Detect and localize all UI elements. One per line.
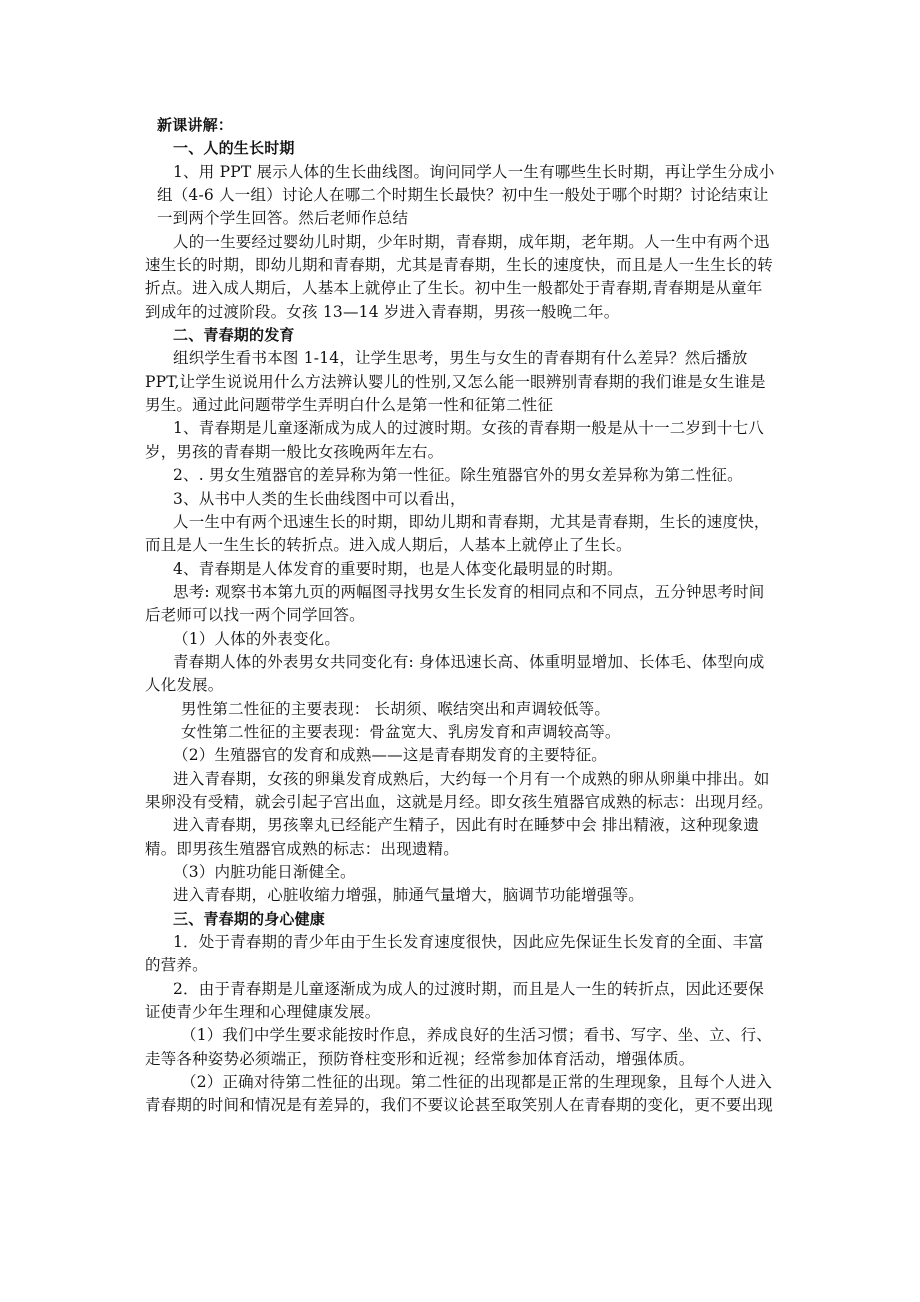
paragraph-line: 一到两个学生回答。然后老师作总结 <box>157 209 409 228</box>
paragraph-line: 人的一生要经过婴幼儿时期，少年时期，青春期，成年期，老年期。人一生中有两个迅 <box>173 232 770 251</box>
paragraph-line: 思考: 观察书本第九页的两幅图寻找男女生长发育的相同点和不同点，五分钟思考时间 <box>173 582 765 601</box>
paragraph-line: （1）人体的外表变化。 <box>173 629 341 648</box>
paragraph-line: 速生长的时期，即幼儿期和青春期，尤其是青春期，生长的速度快，而且是人一生生长的转 <box>145 256 774 275</box>
paragraph-line: 2．由于青春期是儿童逐渐成为成人的过渡时期，而且是人一生的转折点，因此还要保 <box>173 979 764 998</box>
paragraph-line: 组织学生看书本图 1-14，让学生思考，男生与女生的青春期有什么差异？然后播放 <box>173 349 748 368</box>
paragraph-line: 人化发展。 <box>145 676 224 695</box>
paragraph-line: 女性第二性征的主要表现：骨盆宽大、乳房发育和声调较高等。 <box>181 722 621 741</box>
heading-growth-periods: 一、人的生长时期 <box>173 139 295 158</box>
paragraph-line: 折点。进入成人期后，人基本上就停止了生长。初中生一般都处于青春期,青春期是从童年 <box>145 279 763 298</box>
paragraph-line: PPT,让学生说说用什么方法辨认婴儿的性别,又怎么能一眼辨别青春期的我们谁是女生谁是 <box>145 372 766 391</box>
paragraph-line: （2）生殖器官的发育和成熟——这是青春期发育的主要特征。 <box>173 746 607 765</box>
paragraph-line: 4、青春期是人体发育的重要时期，也是人体变化最明显的时期。 <box>173 559 623 578</box>
paragraph-line: 进入青春期，心脏收缩力增强，肺通气量增大，脑调节功能增强等。 <box>173 886 645 905</box>
paragraph-line: 组（4-6 人一组）讨论人在哪二个时期生长最快？初中生一般处于哪个时期？讨论结束让 <box>157 186 769 205</box>
paragraph-line: 而且是人一生生长的转折点。进入成人期后，人基本上就停止了生长。 <box>145 536 632 555</box>
paragraph-line: 青春期的时间和情况是有差异的，我们不要议论甚至取笑别人在青春期的变化，更不要出现 <box>145 1096 774 1115</box>
document-page <box>145 114 775 1118</box>
paragraph-line: （2）正确对待第二性征的出现。第二性征的出现都是正常的生理现象，且每个人进入 <box>181 1073 772 1092</box>
heading-physical-mental-health: 三、青春期的身心健康 <box>173 909 326 928</box>
paragraph-line: 3、从书中人类的生长曲线图中可以看出， <box>173 489 466 508</box>
paragraph-line: 证使青少年生理和心理健康发展。 <box>145 1003 381 1022</box>
paragraph-line: 青春期人体的外表男女共同变化有: 身体迅速长高、体重明显增加、长体毛、体型向成 <box>173 652 765 671</box>
paragraph-line: （3）内脏功能日渐健全。 <box>173 863 356 881</box>
paragraph-line: 果卵没有受精，就会引起子宫出血，这就是月经。即女孩生殖器官成熟的标志：出现月经。 <box>145 792 774 811</box>
paragraph-line: 走等各种姿势必须端正，预防脊柱变形和近视；经常参加体育活动，增强体质。 <box>145 1049 695 1068</box>
paragraph-line: 人一生中有两个迅速生长的时期，即幼儿期和青春期，尤其是青春期，生长的速度快， <box>173 512 770 531</box>
paragraph-line: 进入青春期，女孩的卵巢发育成熟后，大约每一个月有一个成熟的卵从卵巢中排出。如 <box>173 769 770 788</box>
paragraph-line: 进入青春期，男孩睾丸已经能产生精子，因此有时在睡梦中会 排出精液，这种现象遗 <box>173 816 760 835</box>
paragraph-line: 男生。通过此问题带学生弄明白什么是第一性和征第二性征 <box>145 396 554 415</box>
paragraph-line: 1．处于青春期的青少年由于生长发育速度很快，因此应先保证生长发育的全面、丰富 <box>173 933 764 952</box>
paragraph-line: 男性第二性征的主要表现： 长胡须、喉结突出和声调较低等。 <box>181 699 611 718</box>
heading-puberty-development: 二、青春期的发育 <box>173 326 295 345</box>
paragraph-line: 1、用 PPT 展示人体的生长曲线图。询问同学人一生有哪些生长时期，再让学生分成小 <box>173 162 775 181</box>
paragraph-line: 岁，男孩的青春期一般比女孩晚两年左右。 <box>145 442 444 461</box>
paragraph-line: 精。即男孩生殖器官成熟的标志：出现遗精。 <box>145 839 460 858</box>
paragraph-line: 2、. 男女生殖器官的差异称为第一性征。除生殖器官外的男女差异称为第二性征。 <box>173 466 743 485</box>
paragraph-line: 的营养。 <box>145 956 208 975</box>
paragraph-line: 1、青春期是儿童逐渐成为成人的过渡时期。女孩的青春期一般是从十一二岁到十七八 <box>173 419 764 438</box>
paragraph-line: 到成年的过渡阶段。女孩 13—14 岁进入青春期，男孩一般晚二年。 <box>145 302 620 321</box>
section-heading-new-lesson: 新课讲解： <box>157 116 234 134</box>
paragraph-line: 后老师可以找一两个同学回答。 <box>145 606 365 625</box>
paragraph-line: （1）我们中学生要求能按时作息，养成良好的生活习惯；看书、写字、坐、立、行、 <box>181 1026 772 1045</box>
